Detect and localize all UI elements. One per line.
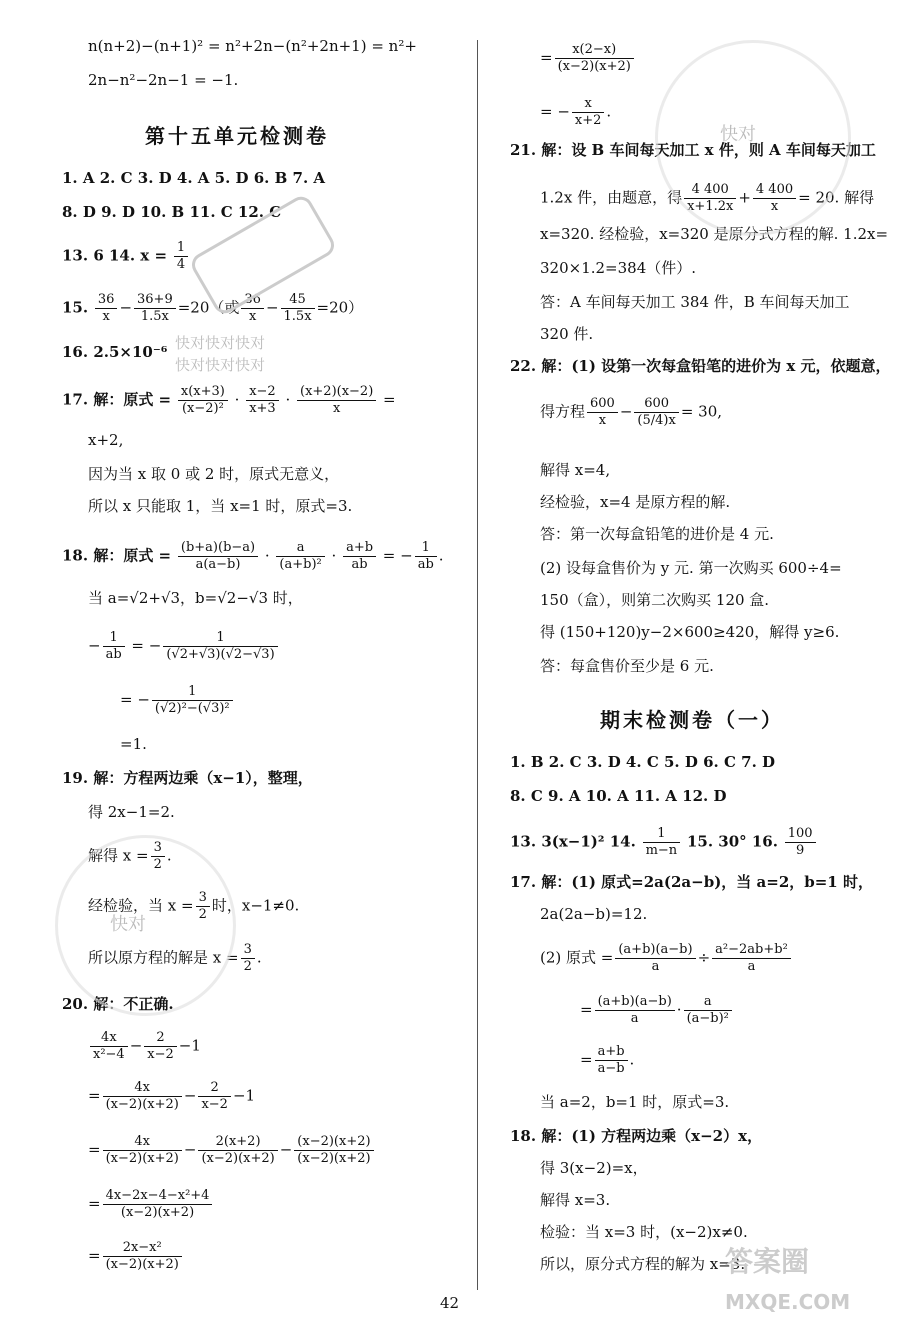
- math-line: = $\frac{4x}{(x-2)(x+2)}$ − $\frac{2(x+2)}{(x-2)(x+2)}$ − $\frac{(x-2)(x+2)}{(x-2)(x+2)}$: [88, 1134, 376, 1167]
- math-line: 得方程 $\frac{600}{x}$ − $\frac{600}{(5/4)x}$ = 30,: [540, 396, 723, 428]
- answer-line: 15. $\frac{36}{x}$ − $\frac{36+9}{1.5x}$ =20（或 $\frac{36}{x}$ − $\frac{45}{1.5x}$ =20）: [62, 292, 364, 324]
- text-line: 因为当 x 取 0 或 2 时，原式无意义，: [88, 465, 340, 483]
- text: 时，x−1≠0.: [211, 896, 300, 915]
- text: 22. 解：(1) 设第一次每盒铅笔的进价为 x 元，依题意，: [510, 357, 891, 375]
- stamp-text: 快对: [110, 914, 146, 935]
- text: 18. 解：(1) 方程两边乘（x−2）x，: [510, 1127, 763, 1145]
- text: (2) 原式 =: [540, 948, 614, 967]
- text-line: =1.: [120, 735, 147, 753]
- text-line: 检验：当 x=3 时，(x−2)x≠0.: [540, 1223, 748, 1241]
- answer-line: [62, 240, 190, 273]
- text: 21. 解：设 B 车间每天加工 x 件，则 A 车间每天加工: [510, 141, 876, 159]
- answer-line: [510, 356, 891, 376]
- text-line: 当 a=√2+√3，b=√2−√3 时，: [88, 589, 303, 607]
- math-line: = $\frac{(a+b)(a-b)}{a}$ · $\frac{a}{\text{(a−b)²}}$: [580, 994, 734, 1027]
- denominator: 4: [176, 257, 186, 272]
- answer-line: [510, 1126, 762, 1146]
- text-line: 320×1.2=384（件）.: [540, 259, 697, 277]
- fraction: $\frac{36+9}{1.5x}$: [134, 292, 176, 325]
- stamp-text: 快对: [720, 124, 756, 145]
- text: 得方程: [540, 402, 586, 421]
- text-line: 150（盒），则第二次购买 120 盒.: [540, 591, 770, 609]
- text-line: 得 2x−1=2.: [88, 803, 175, 821]
- watermark-text: 快对快对快对: [175, 356, 266, 374]
- answer-text: 17. 解：原式 =: [62, 390, 172, 409]
- text-line: 经检验，x=4 是原方程的解.: [540, 493, 731, 511]
- section-heading: 期末检测卷（一）: [600, 708, 784, 732]
- answer-line: 13. 3(x−1)² 14. $\frac{1}{m-n}$ 15. 30° 16. $\frac{100}{9}$: [510, 826, 818, 859]
- text-line: x=320. 经检验，x=320 是原分式方程的解. 1.2x=: [540, 225, 889, 243]
- math-line: = − $\frac{1}{\text{(√2)²−(√3)²}}$: [120, 684, 235, 717]
- text-line: 320 件.: [540, 325, 594, 343]
- answer-line: 18. 解：原式 = $\frac{(b+a)(b-a)}{a(a-b)}$ · $\frac{a}{\text{(a+b)²}}$ · $\frac{a+b}{ab}$ = − $\frac{1}{ab}$ .: [62, 540, 444, 572]
- math-line: 解得 x = $\frac{3}{2}$ .: [88, 840, 172, 872]
- math-line: = $\frac{\text{4x−2x−4−x²+4}}{(x-2)(x+2)}$: [88, 1188, 214, 1221]
- answer-text: 18. 解：原式 =: [62, 546, 172, 565]
- text: 13. 3(x−1)² 14.: [510, 832, 636, 851]
- text: = 20. 解得: [798, 188, 875, 207]
- site-url-text: MXQE.COM: [725, 1290, 851, 1314]
- text-line: 答：每盒售价至少是 6 元.: [540, 657, 714, 675]
- section-heading: 第十五单元检测卷: [145, 124, 329, 148]
- fraction: [174, 240, 188, 273]
- site-logo-text: 答案圈: [725, 1245, 810, 1278]
- answer-line: 17. 解：原式 = $\frac{x(x+3)}{\text{(x−2)²}}$ · $\frac{x-2}{x+3}$ · $\frac{(x+2)(x-2)}{x}$ =: [62, 384, 396, 416]
- text-line: 2a(2a−b)=12.: [540, 905, 648, 923]
- math-line: = − $\frac{x}{x+2}$ .: [540, 96, 612, 128]
- numerator: 1: [174, 240, 188, 257]
- answer-line: 8. D 9. D 10. B 11. C 12. C: [62, 203, 282, 221]
- text-line: 2n−n²−2n−1 = −1.: [88, 71, 239, 89]
- column-divider: [477, 40, 478, 1290]
- text-line: 所以，原分式方程的解为 x=3.: [540, 1255, 746, 1273]
- text-line: 得 (150+120)y−2×600≥420，解得 y≥6.: [540, 623, 840, 641]
- math-line: = $\frac{x(2-x)}{(x-2)(x+2)}$: [540, 42, 636, 75]
- text-line: 所以 x 只能取 1，当 x=1 时，原式=3.: [88, 497, 353, 515]
- text-line: 答：第一次每盒铅笔的进价是 4 元.: [540, 525, 774, 543]
- answer-line: 20. 解：不正确.: [62, 995, 174, 1013]
- text-line: 答：A 车间每天加工 384 件，B 车间每天加工: [540, 293, 850, 311]
- math-line: 所以原方程的解是 x = $\frac{3}{2}$ .: [88, 942, 262, 974]
- text-line: (2) 设每盒售价为 y 元. 第一次购买 600÷4=: [540, 559, 842, 577]
- answer-line: 19. 解：方程两边乘（x−1），整理，: [62, 769, 313, 787]
- answer-line: 16. 2.5×10⁻⁶: [62, 343, 168, 361]
- fraction: $\frac{45}{1.5x}$: [281, 292, 315, 325]
- text: 经检验，当 x =: [88, 896, 194, 915]
- math-line: − $\frac{1}{ab}$ = − $\frac{1}{(√2+√3)(√2-√3)}$: [88, 630, 280, 663]
- math-line: = $\frac{\text{2x−x²}}{(x-2)(x+2)}$: [88, 1240, 184, 1273]
- answer-line: 1. A 2. C 3. D 4. A 5. D 6. B 7. A: [62, 169, 326, 187]
- text: 所以原方程的解是 x =: [88, 948, 239, 967]
- text: = 30,: [680, 402, 723, 421]
- answer-text: 13. 6 14. x =: [62, 246, 168, 265]
- fraction: $\frac{36}{x}$: [241, 292, 264, 325]
- page-number: 42: [440, 1294, 460, 1312]
- text: 解得 x =: [88, 846, 149, 865]
- text: 1.2x 件，由题意，得: [540, 188, 683, 207]
- fraction: $\frac{36}{x}$: [95, 292, 118, 325]
- text-line: x+2,: [88, 431, 124, 449]
- math-line: 1.2x 件，由题意，得 $\frac{4 400}{x+1.2x}$ + $\frac{4 400}{x}$ = 20. 解得: [540, 182, 875, 214]
- text-line: 当 a=2，b=1 时，原式=3.: [540, 1093, 730, 1111]
- text: 15. 30° 16.: [686, 832, 778, 851]
- text-line: 解得 x=4,: [540, 461, 611, 479]
- text-line: n(n+2)−(n+1)² = n²+2n−(n²+2n+1) = n²+: [88, 37, 417, 55]
- math-line: 经检验，当 x = $\frac{3}{2}$ 时，x−1≠0.: [88, 890, 300, 922]
- math-line: = $\frac{4x}{(x-2)(x+2)}$ − $\frac{2}{x-2}$ −1: [88, 1080, 256, 1112]
- answer-line: 8. C 9. A 10. A 11. A 12. D: [510, 787, 727, 805]
- text-line: 解得 x=3.: [540, 1191, 611, 1209]
- math-line: (2) 原式 = $\frac{(a+b)(a-b)}{a}$ ÷ $\frac{\text{a²−2ab+b²}}{a}$: [540, 942, 793, 975]
- math-line: = $\frac{a+b}{a-b}$ .: [580, 1044, 635, 1076]
- answer-label: 15.: [62, 298, 89, 317]
- answer-line: 1. B 2. C 3. D 4. C 5. D 6. C 7. D: [510, 753, 776, 771]
- watermark-text: 快对快对快对: [175, 334, 266, 352]
- answer-line: [510, 872, 873, 892]
- text-line: 得 3(x−2)=x，: [540, 1159, 648, 1177]
- text: 17. 解：(1) 原式=2a(2a−b)，当 a=2，b=1 时，: [510, 873, 873, 891]
- math-line: $\frac{4x}{\text{x²−4}}$ − $\frac{2}{x-2}$ −1: [88, 1030, 201, 1063]
